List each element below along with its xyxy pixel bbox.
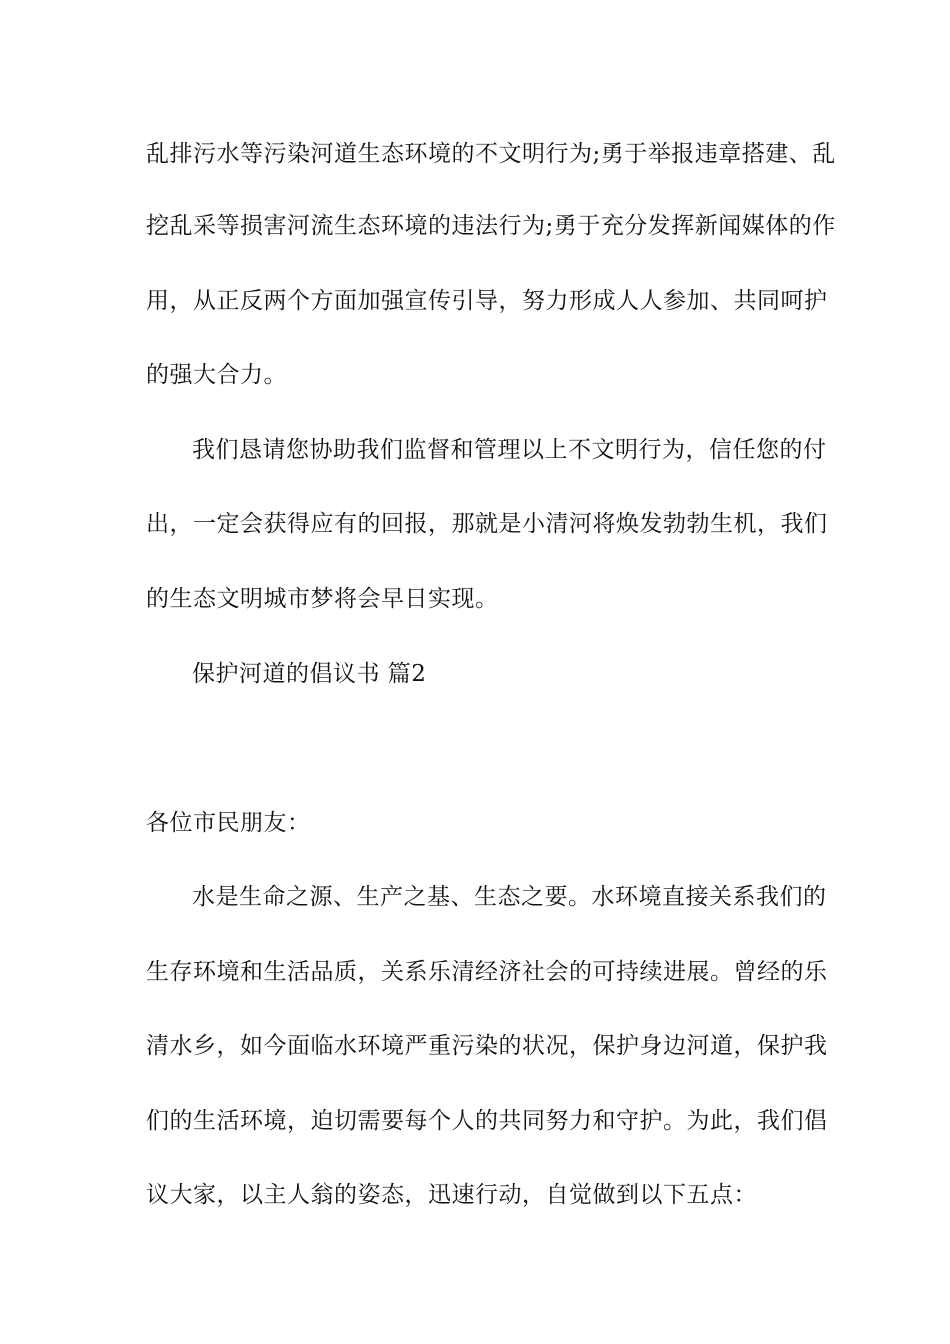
paragraph-2-line-2: 出，一定会获得应有的回报，那就是小清河将焕发勃勃生机，我们: [146, 511, 828, 537]
section-title: 保护河道的倡议书 篇2: [192, 661, 427, 687]
paragraph-1-line-3: 用，从正反两个方面加强宣传引导，努力形成人人参加、共同呵护: [146, 288, 828, 314]
paragraph-3-line-4: 们的生活环境，迫切需要每个人的共同努力和守护。为此，我们倡: [146, 1108, 828, 1134]
paragraph-1-line-4: 的强大合力。: [146, 362, 287, 388]
paragraph-3-line-2: 生存环境和生活品质，关系乐清经济社会的可持续进展。曾经的乐: [146, 959, 828, 985]
paragraph-3-line-3: 清水乡，如今面临水环境严重污染的状况，保护身边河道，保护我: [146, 1033, 828, 1059]
paragraph-3-line-1: 水是生命之源、生产之基、生态之要。水环境直接关系我们的: [192, 884, 827, 910]
paragraph-1-line-2: 挖乱采等损害河流生态环境的违法行为;勇于充分发挥新闻媒体的作: [146, 213, 836, 239]
paragraph-1-line-1: 乱排污水等污染河道生态环境的不文明行为;勇于举报违章搭建、乱: [146, 141, 836, 167]
salutation: 各位市民朋友：: [146, 810, 311, 836]
paragraph-2-line-3: 的生态文明城市梦将会早日实现。: [146, 586, 499, 612]
paragraph-3-line-5: 议大家，以主人翁的姿态，迅速行动，自觉做到以下五点：: [146, 1182, 757, 1208]
paragraph-2-line-1: 我们恳请您协助我们监督和管理以上不文明行为，信任您的付: [192, 437, 827, 463]
